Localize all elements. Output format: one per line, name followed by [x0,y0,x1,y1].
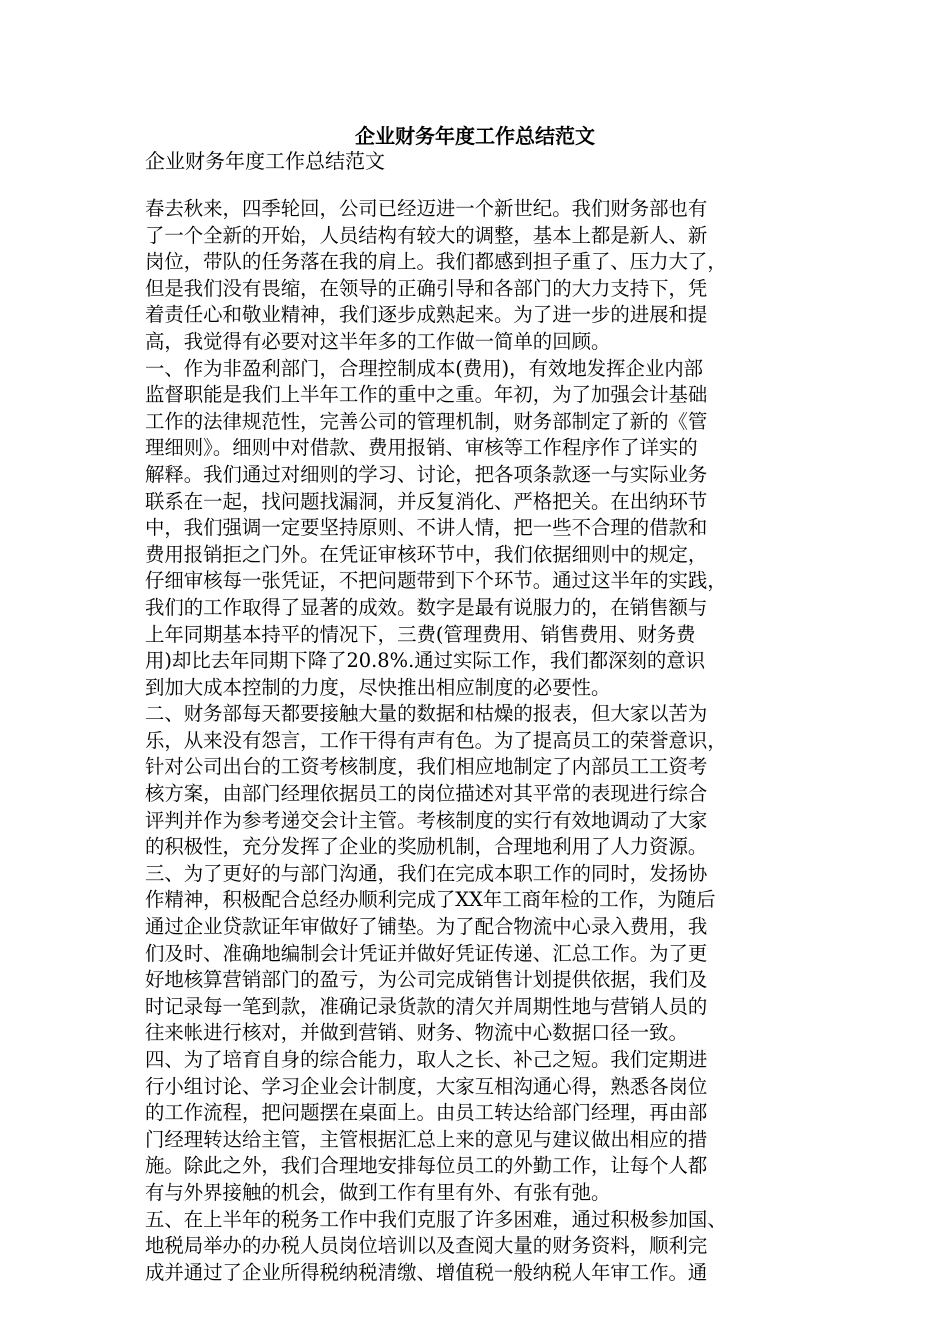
body-text-line: 成并通过了企业所得税纳税清缴、增值税一般纳税人年审工作。通 [145,1260,708,1284]
body-text-line: 们及时、准确地编制会计凭证并做好凭证传递、汇总工作。为了更 [145,941,708,965]
body-text-line: 五、在上半年的税务工作中我们克服了许多困难，通过积极参加国、 [145,1207,727,1231]
body-text-line: 了一个全新的开始，人员结构有较大的调整，基本上都是新人、新 [145,223,708,247]
body-text-line: 监督职能是我们上半年工作的重中之重。年初，为了加强会计基础 [145,383,708,407]
body-text-line: 我们的工作取得了显著的成效。数字是最有说服力的，在销售额与 [145,595,708,619]
body-text-line: 的工作流程，把问题摆在桌面上。由员工转达给部门经理，再由部 [145,1101,708,1125]
body-text-line: 费用报销拒之门外。在凭证审核环节中，我们依据细则中的规定， [145,542,708,566]
body-text-line: 地税局举办的办税人员岗位培训以及查阅大量的财务资料，顺利完 [145,1234,708,1258]
body-text-line: 针对公司出台的工资考核制度，我们相应地制定了内部员工工资考 [145,755,708,779]
body-text-line: 到加大成本控制的力度，尽快推出相应制度的必要性。 [145,675,611,699]
body-text-line: 一、作为非盈利部门，合理控制成本(费用)，有效地发挥企业内部 [145,356,704,380]
body-text-line: 三、为了更好的与部门沟通，我们在完成本职工作的同时，发扬协 [145,861,708,885]
body-text-line: 但是我们没有畏缩，在领导的正确引导和各部门的大力支持下，凭 [145,276,708,300]
body-text-line: 往来帐进行核对，并做到营销、财务、物流中心数据口径一致。 [145,1021,688,1045]
body-text-line: 作精神，积极配合总经办顺利完成了XX年工商年检的工作，为随后 [145,888,716,912]
body-text-line: 上年同期基本持平的情况下，三费(管理费用、销售费用、财务费 [145,622,696,646]
document-title: 企业财务年度工作总结范文 [355,124,595,148]
body-text-line: 通过企业贷款证年审做好了铺垫。为了配合物流中心录入费用，我 [145,915,708,939]
body-text-line: 门经理转达给主管，主管根据汇总上来的意见与建议做出相应的措 [145,1127,708,1151]
body-text-line: 联系在一起，找问题找漏洞，并反复消化、严格把关。在出纳环节 [145,489,708,513]
body-text-line: 四、为了培育自身的综合能力，取人之长、补己之短。我们定期进 [145,1048,708,1071]
body-text-line: 评判并作为参考递交会计主管。考核制度的实行有效地调动了大家 [145,808,708,832]
body-text-line: 中，我们强调一定要坚持原则、不讲人情，把一些不合理的借款和 [145,516,708,540]
body-text-line: 行小组讨论、学习企业会计制度，大家互相沟通心得，熟悉各岗位 [145,1074,708,1098]
body-text-line: 有与外界接触的机会，做到工作有里有外、有张有弛。 [145,1180,611,1204]
body-text-line: 二、财务部每天都要接触大量的数据和枯燥的报表，但大家以苦为 [145,702,708,726]
body-text-line: 好地核算营销部门的盈亏，为公司完成销售计划提供依据，我们及 [145,968,708,992]
body-text-line: 岗位，带队的任务落在我的肩上。我们都感到担子重了、压力大了， [145,250,727,274]
body-text-line: 着责任心和敬业精神，我们逐步成熟起来。为了进一步的进展和提 [145,303,708,327]
body-text-line: 核方案，由部门经理依据员工的岗位描述对其平常的表现进行综合 [145,782,708,806]
body-text-line: 仔细审核每一张凭证，不把问题带到下个环节。通过这半年的实践， [145,569,727,593]
document-subtitle: 企业财务年度工作总结范文 [145,149,385,173]
body-text-line: 工作的法律规范性，完善公司的管理机制，财务部制定了新的《管 [145,409,708,433]
body-text-line: 理细则》。细则中对借款、费用报销、审核等工作程序作了详实的 [145,436,698,460]
body-text-line: 春去秋来，四季轮回，公司已经迈进一个新世纪。我们财务部也有 [145,197,708,220]
body-text-line: 用)却比去年同期下降了20.8%.通过实际工作，我们都深刻的意识 [145,649,706,673]
body-text-line: 施。除此之外，我们合理地安排每位员工的外勤工作，让每个人都 [145,1154,708,1178]
body-text-line: 乐，从来没有怨言，工作干得有声有色。为了提高员工的荣誉意识， [145,728,727,752]
body-text-line: 的积极性，充分发挥了企业的奖励机制，合理地利用了人力资源。 [145,835,708,859]
body-text-line: 时记录每一笔到款，准确记录货款的清欠并周期性地与营销人员的 [145,994,708,1018]
body-text-line: 解释。我们通过对细则的学习、讨论，把各项条款逐一与实际业务 [145,462,708,486]
body-text-line: 高，我觉得有必要对这半年多的工作做一简单的回顾。 [145,329,611,353]
document-body [145,196,813,1286]
